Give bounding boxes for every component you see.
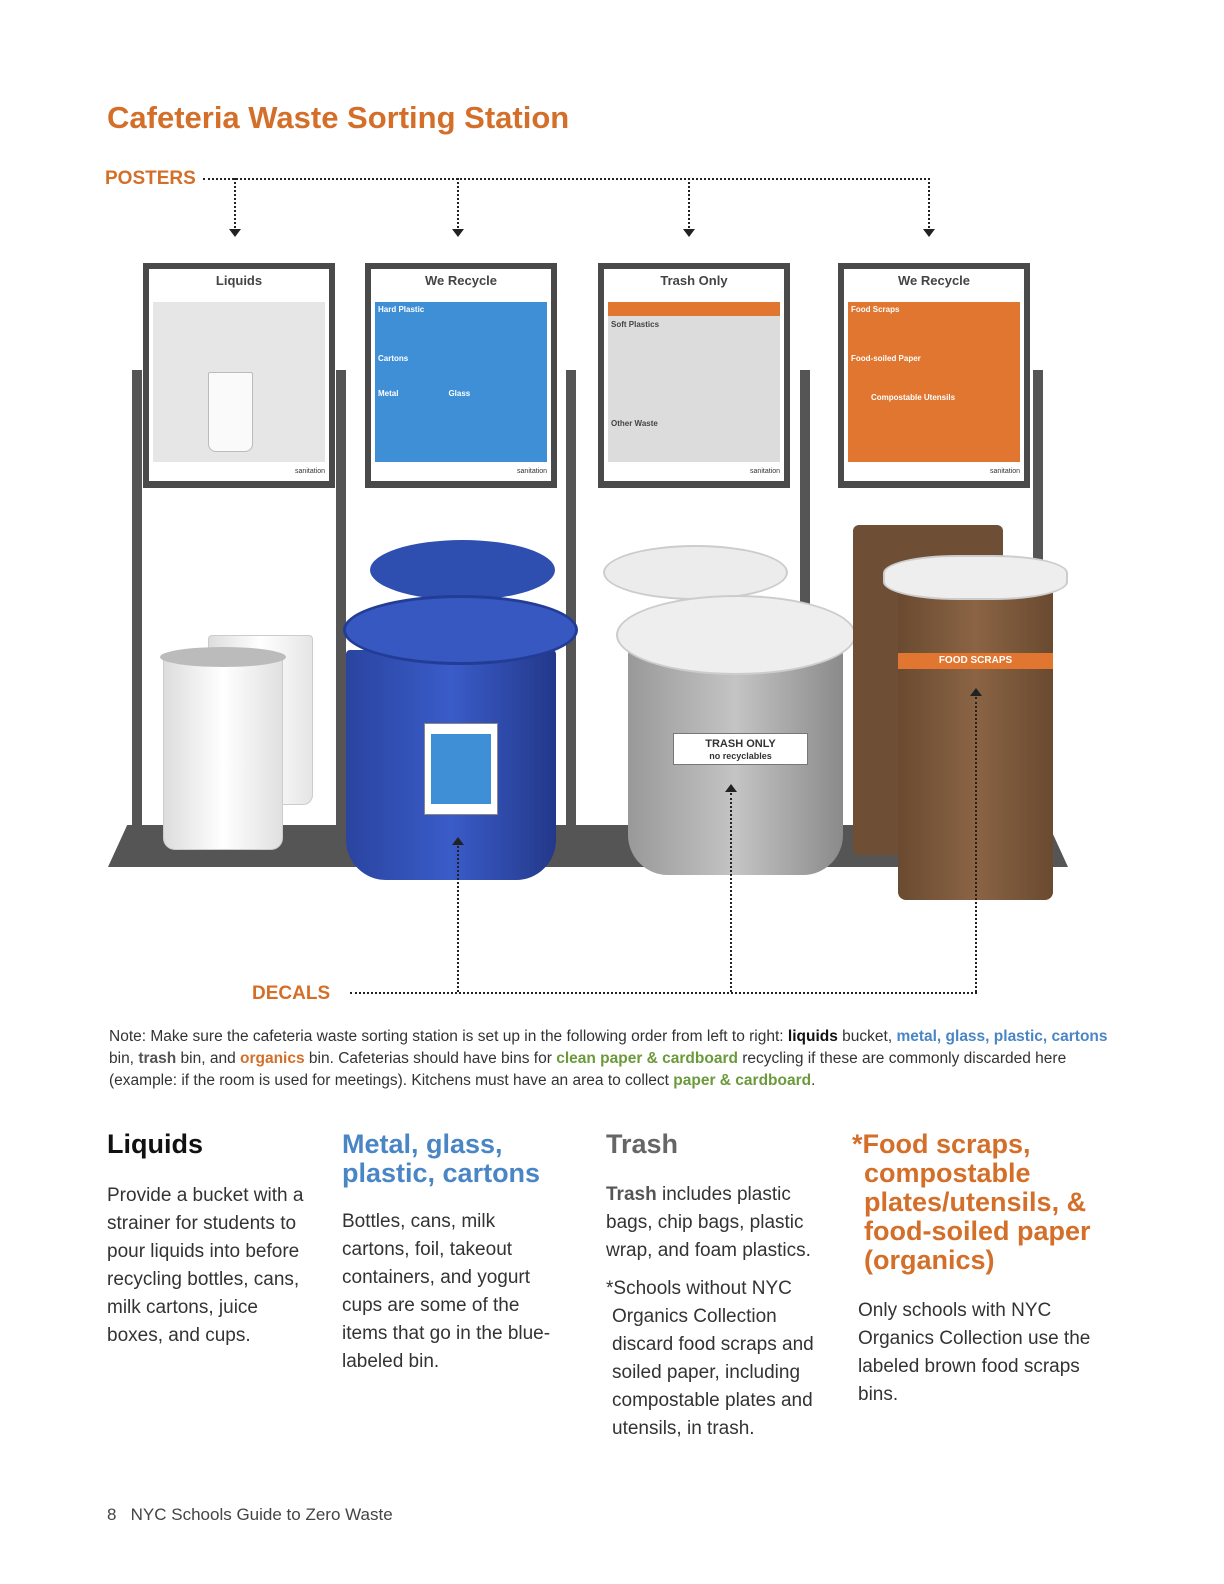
poster-footer: sanitation: [517, 468, 547, 475]
liquids-bucket: [163, 655, 283, 850]
recycling-decal: [424, 723, 498, 815]
trash-decal: [673, 733, 808, 765]
arrow-up-icon: [725, 784, 737, 792]
poster-footer: sanitation: [750, 468, 780, 475]
post: [336, 370, 346, 830]
poster-section: Food-soiled Paper: [851, 354, 921, 363]
sorting-station-illustration: [108, 255, 1085, 900]
note-mgpc: metal, glass, plastic, cartons: [896, 1028, 1108, 1045]
column-heading: *Food scraps, compostable plates/utensils, & food-soiled paper (organics): [852, 1129, 1091, 1275]
decals-callout-line: [350, 992, 977, 994]
poster-footer: sanitation: [295, 468, 325, 475]
poster-section: Other Waste: [611, 419, 658, 428]
note-text: bucket,: [837, 1028, 897, 1045]
callout-line: [457, 846, 459, 992]
page-number: 8: [107, 1505, 117, 1524]
note-text: .: [811, 1072, 816, 1089]
poster-section: Compostable Utensils: [871, 393, 956, 402]
poster-section: Metal: [378, 389, 399, 398]
poster-liquids: [143, 263, 335, 488]
callout-line: [730, 793, 732, 992]
callout-line: [234, 178, 236, 228]
posters-callout-line: [203, 178, 930, 180]
post: [132, 370, 142, 830]
organics-bin-liner: [883, 555, 1068, 600]
page-footer: [107, 1505, 393, 1525]
arrow-up-icon: [970, 688, 982, 696]
column-heading: Metal, glass, plastic, cartons: [342, 1129, 541, 1188]
callout-line: [928, 178, 930, 228]
setup-note: [109, 1026, 1109, 1092]
page-title: Cafeteria Waste Sorting Station: [107, 100, 570, 135]
food-scraps-decal: FOOD SCRAPS: [898, 653, 1053, 669]
arrow-down-icon: [923, 229, 935, 237]
note-text: bin. Cafeterias should have bins for: [304, 1050, 557, 1067]
column-heading: Trash: [606, 1129, 679, 1159]
decals-label: DECALS: [252, 983, 331, 1004]
column-body-bold: Trash: [606, 1184, 657, 1205]
bucket-image: [208, 372, 253, 452]
column-heading: Liquids: [107, 1129, 203, 1159]
posters-label: POSTERS: [105, 168, 196, 189]
trash-decal-title: TRASH ONLY: [705, 738, 776, 750]
column-body: Provide a bucket with a strainer for students to pour liquids into before recycling bottles, cans, milk cartons, juice boxes, and cups.: [107, 1185, 304, 1346]
arrow-down-icon: [229, 229, 241, 237]
poster-section: Cartons: [378, 354, 409, 363]
column-mgpc: [342, 1130, 567, 1376]
poster-section: Glass: [448, 389, 471, 398]
poster-title: Trash Only: [660, 273, 728, 288]
blue-bin-lid: [343, 595, 578, 665]
callout-line: [975, 697, 977, 992]
trash-bin-liner: [616, 595, 856, 675]
note-text: bin,: [109, 1050, 139, 1067]
poster-footer: sanitation: [990, 468, 1020, 475]
strainer: [160, 647, 286, 667]
poster-title: We Recycle: [424, 273, 498, 288]
note-paper-cardboard: paper & cardboard: [673, 1072, 812, 1089]
poster-we-recycle-mgp: [365, 263, 557, 488]
note-clean-paper: clean paper & cardboard: [556, 1050, 738, 1067]
poster-section: Hard Plastic: [378, 305, 425, 314]
poster-we-recycle-organics: [838, 263, 1030, 488]
note-text: Note: Make sure the cafeteria waste sorting station is set up in the following order from left to right:: [109, 1028, 788, 1045]
column-liquids: [107, 1130, 307, 1350]
blue-bin-lid-back: [370, 540, 555, 600]
callout-line: [688, 178, 690, 228]
column-body: Only schools with NYC Organics Collection use the labeled brown food scraps bins.: [858, 1300, 1091, 1405]
note-text: recycling if these are commonly discarded here (example: if the room is used for meetings). Kitchens must have an area to collect: [109, 1050, 1067, 1089]
column-body: Bottles, cans, milk cartons, foil, takeout containers, and yogurt cups are some of the items that go in the blue-labeled bin.: [342, 1211, 551, 1372]
trash-decal-subtitle: no recyclables: [709, 751, 772, 761]
trash-bin-back: [603, 545, 788, 600]
post: [566, 370, 576, 830]
arrow-up-icon: [452, 837, 464, 845]
poster-trash-only: [598, 263, 790, 488]
document-title: NYC Schools Guide to Zero Waste: [130, 1505, 393, 1524]
poster-section: Food Scraps: [851, 305, 900, 314]
callout-line: [457, 178, 459, 228]
note-trash: trash: [138, 1050, 177, 1067]
column-body: includes plastic bags, chip bags, plastic wrap, and foam plastics.: [606, 1184, 811, 1261]
poster-title: Liquids: [215, 273, 263, 288]
poster-section: Soft Plastics: [611, 320, 660, 329]
note-organics: organics: [240, 1050, 305, 1067]
note-liquids: liquids: [787, 1028, 838, 1045]
column-trash: [606, 1130, 831, 1443]
arrow-down-icon: [683, 229, 695, 237]
column-footnote: *Schools without NYC Organics Collection discard food scraps and soiled paper, including compostable plates and utensils, in trash.: [606, 1278, 814, 1439]
note-text: bin, and: [176, 1050, 240, 1067]
poster-title: We Recycle: [897, 273, 971, 288]
arrow-down-icon: [452, 229, 464, 237]
column-organics: [852, 1130, 1107, 1409]
